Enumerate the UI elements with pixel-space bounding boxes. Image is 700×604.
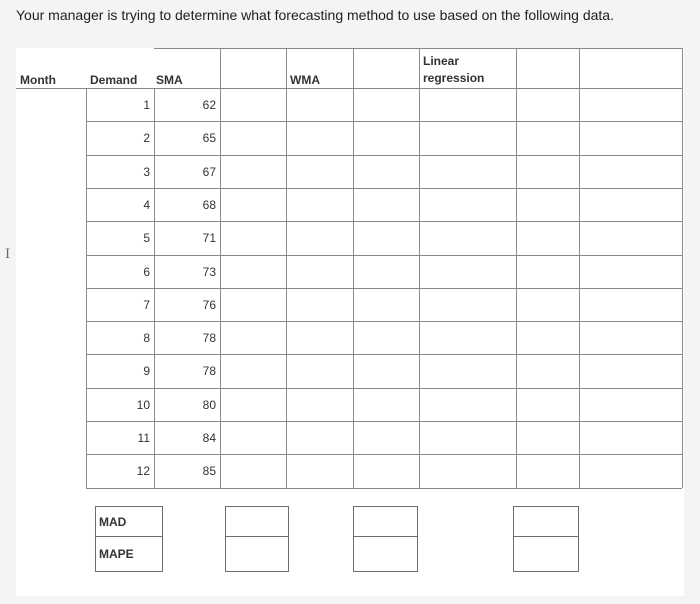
month-value: 12 [136,464,150,478]
sma-mape-cell[interactable] [225,536,289,572]
demand-value: 80 [202,398,216,412]
grid-hline [16,88,682,89]
grid-hline [86,188,682,189]
demand-value: 78 [202,364,216,378]
mape-label: MAPE [99,547,134,561]
sma-mad-cell[interactable] [225,506,289,538]
grid-hline [86,155,682,156]
grid-vline [516,48,517,488]
grid-hline [154,48,682,49]
linear-mape-cell[interactable] [513,536,579,572]
grid-hline [86,421,682,422]
grid-vline [286,48,287,488]
grid-vline [579,48,580,488]
demand-value: 71 [202,231,216,245]
header-wma: WMA [290,73,320,87]
text-cursor-icon: I [5,247,11,262]
grid-vline [419,48,420,488]
month-value: 10 [136,398,150,412]
header-demand: Demand [90,73,138,87]
month-value: 8 [143,331,150,345]
header-sma: SMA [156,73,183,87]
month-value: 9 [143,364,150,378]
header-month: Month [20,73,56,87]
demand-value: 68 [202,198,216,212]
grid-hline [86,288,682,289]
month-value: 5 [143,231,150,245]
header-linear: Linear [423,54,460,68]
forecast-worksheet [16,48,684,596]
demand-value: 85 [202,464,216,478]
grid-hline [86,121,682,122]
wma-mad-cell[interactable] [353,506,418,538]
demand-value: 78 [202,331,216,345]
grid-hline [86,454,682,455]
demand-value: 67 [202,165,216,179]
mad-label-cell [95,506,163,538]
grid-hline [86,321,682,322]
grid-hline [86,255,682,256]
month-value: 3 [143,165,150,179]
month-value: 1 [143,98,150,112]
grid-hline [86,488,682,489]
demand-value: 73 [202,265,216,279]
question-text: Your manager is trying to determine what forecasting method to use based on the following data. [16,7,614,23]
month-value: 6 [143,265,150,279]
grid-hline [86,354,682,355]
mape-label-cell [95,536,163,572]
mad-label: MAD [99,515,127,529]
demand-value: 65 [202,131,216,145]
grid-hline [86,388,682,389]
linear-mad-cell[interactable] [513,506,579,538]
month-value: 2 [143,131,150,145]
grid-vline [682,48,683,488]
grid-vline [220,48,221,488]
month-value: 4 [143,198,150,212]
grid-vline [353,48,354,488]
demand-value: 84 [202,431,216,445]
header-regression: regression [423,71,485,85]
month-value: 7 [143,298,150,312]
grid-hline [86,221,682,222]
month-value: 11 [137,431,150,445]
demand-value: 76 [202,298,216,312]
demand-value: 62 [202,98,216,112]
wma-mape-cell[interactable] [353,536,418,572]
